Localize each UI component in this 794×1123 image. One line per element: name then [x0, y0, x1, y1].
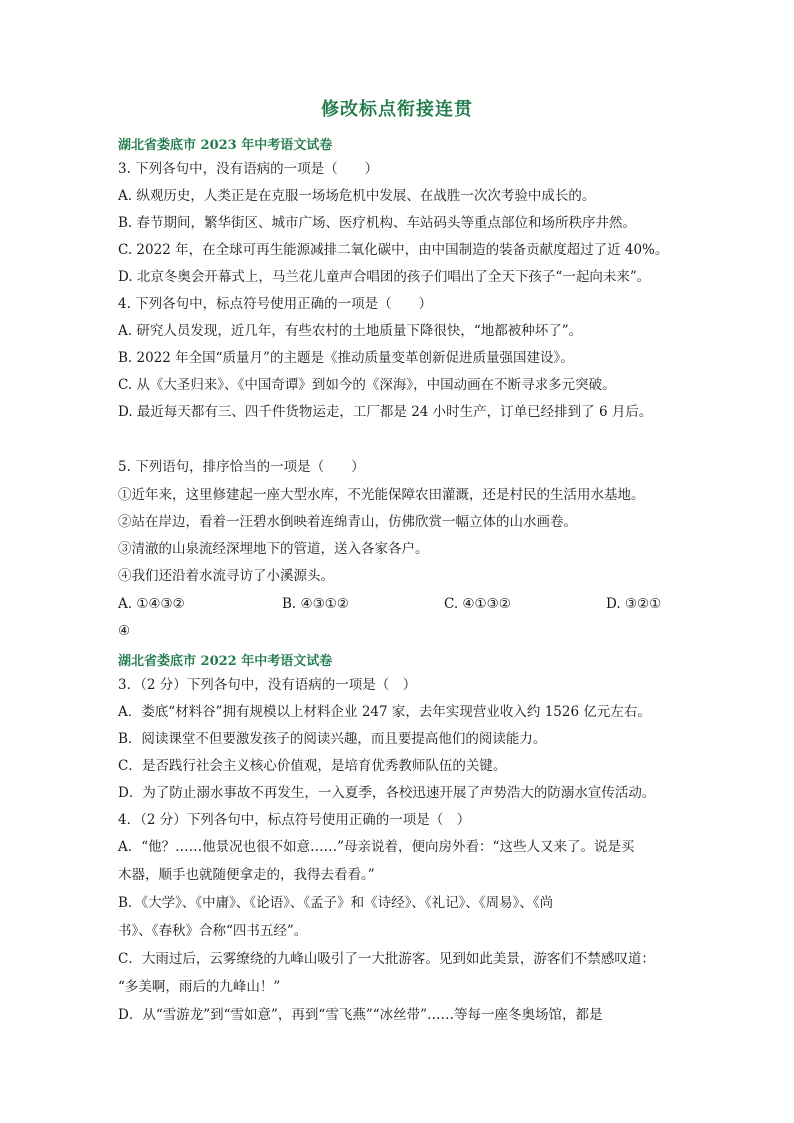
- question-stem: 4．（2 分）下列各句中，标点符号使用正确的一项是（ ）: [118, 812, 471, 828]
- option-d: D．从“雪游龙”到“雪如意”，再到“雪飞燕”“冰丝带”……等每一座冬奥场馆，都是: [118, 1007, 603, 1023]
- option-a: A．“他？……他景况也很不如意……”母亲说着，便向房外看：“这些人又来了。说是买: [118, 839, 635, 855]
- option-c: C. 2022 年，在全球可再生能源减排二氧化碳中，由中国制造的装备贡献度超过了近 40%。: [118, 242, 669, 258]
- question-stem: 5. 下列语句，排序恰当的一项是（ ）: [118, 459, 365, 475]
- option-a: A. ①④③②: [118, 596, 185, 612]
- option-c: C．是否践行社会主义核心价值观，是培育优秀教师队伍的关键。: [118, 758, 507, 774]
- option-b: B. 2022 年全国“质量月”的主题是《推动质量变革创新促进质量强国建设》。: [118, 350, 574, 366]
- option-a: A．娄底“材料谷”拥有规模以上材料企业 247 家，去年实现营业收入约 1526 亿元左右。: [118, 704, 651, 720]
- option-b: B. 春节期间，繁华街区、城市广场、医疗机构、车站码头等重点部位和场所秩序井然。: [118, 215, 637, 231]
- question-stem: 4. 下列各句中，标点符号使用正确的一项是（ ）: [118, 296, 433, 312]
- option-b: B．阅读课堂不但要激发孩子的阅读兴趣，而且要提高他们的阅读能力。: [118, 731, 547, 747]
- option-d: D．为了防止溺水事故不再发生，一入夏季，各校迅速开展了声势浩大的防溺水宣传活动。: [118, 785, 656, 801]
- sentence-1: ①近年来，这里修建起一座大型水库，不光能保障农田灌溉，还是村民的生活用水基地。: [118, 487, 645, 503]
- section-heading-2022: 湖北省娄底市 2022 年中考语文试卷: [118, 654, 333, 669]
- option-a: A. 纵观历史，人类正是在克服一场场危机中发展、在战胜一次次考验中成长的。: [118, 188, 596, 204]
- option-c: C．大雨过后，云雾缭绕的九峰山吸引了一大批游客。见到如此美景，游客们不禁感叹道：: [118, 951, 655, 967]
- option-b: B．《大学》、《中庸》、《论语》、《孟子》和《诗经》、《礼记》、《周易》、《尚: [118, 895, 554, 911]
- option-d: D. 北京冬奥会开幕式上，马兰花儿童声合唱团的孩子们唱出了全天下孩子“一起向未来”。: [118, 269, 651, 285]
- option-c-continued: “多美啊，雨后的九峰山！”: [118, 979, 281, 995]
- option-b-continued: 书》、《春秋》合称“四书五经”。: [118, 923, 308, 939]
- sentence-3: ③清澈的山泉流经深埋地下的管道，送入各家各户。: [118, 541, 429, 557]
- option-d: D. 最近每天都有三、四千件货物运走，工厂都是 24 小时生产，订单已经排到了 6 月后。: [118, 404, 653, 420]
- option-c: C. 从《大圣归来》、《中国奇谭》到如今的《深海》，中国动画在不断寻求多元突破。: [118, 377, 616, 393]
- question-stem: 3．（2 分）下列各句中，没有语病的一项是（ ）: [118, 677, 417, 693]
- question-stem: 3. 下列各句中，没有语病的一项是（ ）: [118, 161, 379, 177]
- section-heading-2023: 湖北省娄底市 2023 年中考语文试卷: [118, 138, 333, 153]
- option-a-continued: 木器，顺手也就随便拿走的，我得去看看。”: [118, 867, 375, 883]
- option-c: C. ④①③②: [444, 596, 511, 612]
- sentence-2: ②站在岸边，看着一汪碧水倒映着连绵青山，仿佛欣赏一幅立体的山水画卷。: [118, 514, 577, 530]
- document-title: 修改标点衔接连贯: [321, 99, 473, 120]
- option-a: A. 研究人员发现，近几年，有些农村的土地质量下降很快，“地都被种坏了”。: [118, 323, 583, 339]
- option-d: D. ③②①: [606, 596, 662, 612]
- sentence-4: ④我们还沿着水流寻访了小溪源头。: [118, 568, 334, 584]
- option-b: B. ④③①②: [282, 596, 349, 612]
- option-d-wrap: ④: [118, 623, 131, 639]
